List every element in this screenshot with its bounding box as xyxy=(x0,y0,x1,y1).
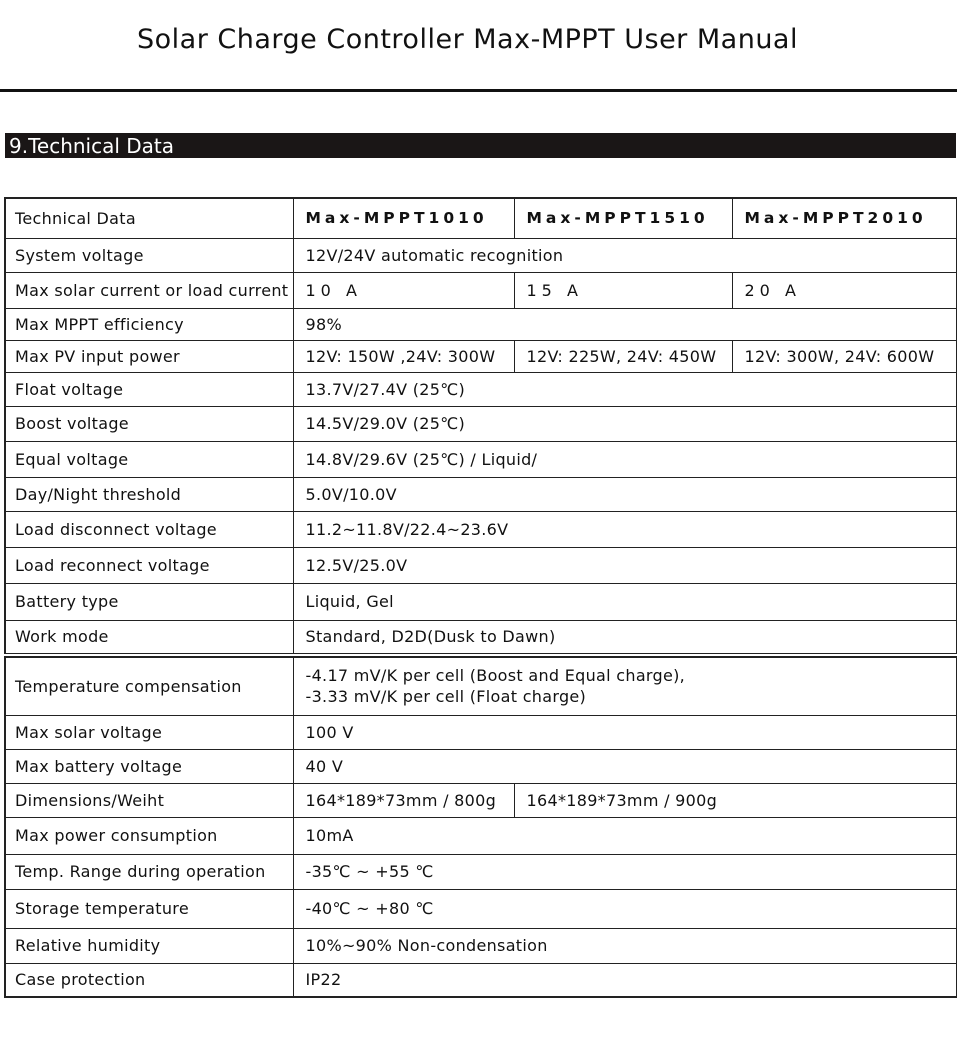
technical-data-table-bottom xyxy=(4,656,957,998)
row-value: 5.0V/10.0V xyxy=(293,477,957,511)
table-row xyxy=(5,620,957,653)
row-value: 10mA xyxy=(293,817,957,854)
title-divider xyxy=(0,89,957,92)
temp-comp-line-1: -4.17 mV/K per cell (Boost and Equal charge), xyxy=(305,666,686,686)
row-label: Temp. Range during operation xyxy=(5,854,293,889)
table-row xyxy=(5,441,957,477)
table-row xyxy=(5,406,957,441)
table-row xyxy=(5,340,957,372)
row-label: Max power consumption xyxy=(5,817,293,854)
row-value-900g: 164*189*73mm / 900g xyxy=(514,783,957,817)
table-row xyxy=(5,238,957,272)
row-label: Storage temperature xyxy=(5,889,293,928)
table-row xyxy=(5,372,957,406)
row-value: 40 V xyxy=(293,749,957,783)
row-label: Equal voltage xyxy=(5,441,293,477)
row-value: -35℃ ~ +55 ℃ xyxy=(293,854,957,889)
row-label: Load reconnect voltage xyxy=(5,547,293,583)
table-row xyxy=(5,928,957,963)
table-row xyxy=(5,715,957,749)
row-value: 14.8V/29.6V (25℃) / Liquid/ xyxy=(293,441,957,477)
table-row xyxy=(5,889,957,928)
row-label: Load disconnect voltage xyxy=(5,511,293,547)
row-value-2010: 12V: 300W, 24V: 600W xyxy=(732,340,957,372)
row-value: 11.2~11.8V/22.4~23.6V xyxy=(293,511,957,547)
row-value: 12V/24V automatic recognition xyxy=(293,238,957,272)
row-value-2010: 20 A xyxy=(732,272,957,308)
row-label: Case protection xyxy=(5,963,293,997)
row-value: 14.5V/29.0V (25℃) xyxy=(293,406,957,441)
table-row xyxy=(5,583,957,620)
row-value-1010: 12V: 150W ,24V: 300W xyxy=(293,340,514,372)
row-label: Day/Night threshold xyxy=(5,477,293,511)
section-heading: 9.Technical Data xyxy=(5,133,956,158)
model-header-1510: Max-MPPT1510 xyxy=(514,198,732,238)
table-row xyxy=(5,272,957,308)
row-label: System voltage xyxy=(5,238,293,272)
row-value-1510: 15 A xyxy=(514,272,732,308)
table-row xyxy=(5,963,957,997)
technical-data-table-top xyxy=(4,197,957,654)
row-label: Max battery voltage xyxy=(5,749,293,783)
row-value-1510: 12V: 225W, 24V: 450W xyxy=(514,340,732,372)
row-label: Boost voltage xyxy=(5,406,293,441)
temp-comp-line-2: -3.33 mV/K per cell (Float charge) xyxy=(305,687,587,707)
row-label: Max solar current or load current xyxy=(5,272,293,308)
table-header-row xyxy=(5,198,957,238)
row-label: Temperature compensation xyxy=(5,657,293,715)
table-corner-label: Technical Data xyxy=(5,198,293,238)
row-label: Max MPPT efficiency xyxy=(5,308,293,340)
row-value: 13.7V/27.4V (25℃) xyxy=(293,372,957,406)
row-value: Liquid, Gel xyxy=(293,583,957,620)
table-row xyxy=(5,854,957,889)
row-value: Standard, D2D(Dusk to Dawn) xyxy=(293,620,957,653)
row-value: -40℃ ~ +80 ℃ xyxy=(293,889,957,928)
row-value: 100 V xyxy=(293,715,957,749)
row-label: Work mode xyxy=(5,620,293,653)
model-header-2010: Max-MPPT2010 xyxy=(732,198,957,238)
row-value-800g: 164*189*73mm / 800g xyxy=(293,783,514,817)
table-row xyxy=(5,817,957,854)
table-row xyxy=(5,511,957,547)
row-label: Max PV input power xyxy=(5,340,293,372)
table-row xyxy=(5,749,957,783)
row-label: Max solar voltage xyxy=(5,715,293,749)
row-label: Float voltage xyxy=(5,372,293,406)
row-value: 10%~90% Non-condensation xyxy=(293,928,957,963)
row-value xyxy=(293,657,957,715)
table-row xyxy=(5,547,957,583)
table-row xyxy=(5,783,957,817)
model-header-1010: Max-MPPT1010 xyxy=(293,198,514,238)
row-value: IP22 xyxy=(293,963,957,997)
row-label: Dimensions/Weiht xyxy=(5,783,293,817)
row-value: 98% xyxy=(293,308,957,340)
row-value: 12.5V/25.0V xyxy=(293,547,957,583)
page-title: Solar Charge Controller Max-MPPT User Manual xyxy=(137,24,798,55)
table-row xyxy=(5,657,957,715)
row-value-1010: 10 A xyxy=(293,272,514,308)
row-label: Battery type xyxy=(5,583,293,620)
row-label: Relative humidity xyxy=(5,928,293,963)
table-row xyxy=(5,308,957,340)
table-row xyxy=(5,477,957,511)
